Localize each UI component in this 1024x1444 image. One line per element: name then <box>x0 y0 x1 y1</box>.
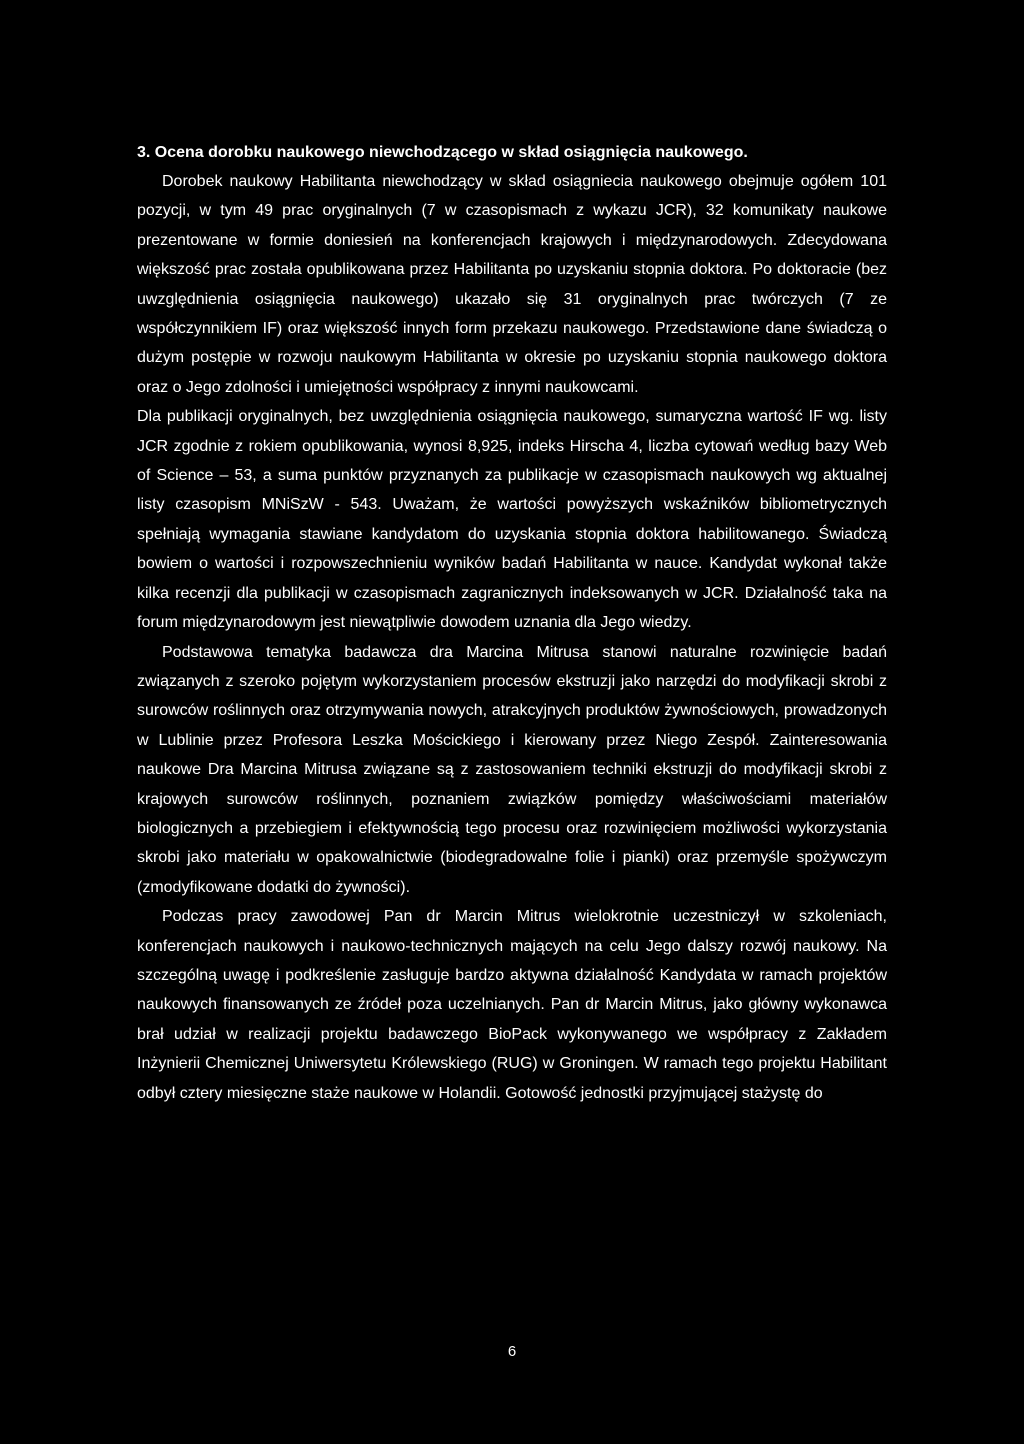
paragraph-scientific-output: Dorobek naukowy Habilitanta niewchodzący w skład osiągniecia naukowego obejmuje ogółem 101 pozycji, w tym 49 prac oryginalnych (7 w czasopismach z wykazu JCR), 32 komunikaty naukowe prezentowane w formie doniesień na konferencjach krajowych i międzynarodowych. Zdecydowana większość prac została opublikowana przez Habilitanta po uzyskaniu stopnia doktora. Po doktoracie (bez uwzględnienia osiągnięcia naukowego) ukazało się 31 oryginalnych prac twórczych (7 ze współczynnikiem IF) oraz większość innych form przekazu naukowego. Przedstawione dane świadczą o dużym postępie w rozwoju naukowym Habilitanta w okresie po uzyskaniu stopnia naukowego doktora oraz o Jego zdolności i umiejętności współpracy z innymi naukowcami. <box>137 173 887 396</box>
section-heading: 3. Ocena dorobku naukowego niewchodzącego w skład osiągnięcia naukowego. <box>137 144 748 161</box>
paragraph-research-topics: Podstawowa tematyka badawcza dra Marcina Mitrusa stanowi naturalne rozwinięcie badań związanych z szeroko pojętym wykorzystaniem procesów ekstruzji jako narzędzi do modyfikacji skrobi z surowców roślinnych oraz otrzymywania nowych, atrakcyjnych produktów żywnościowych, prowadzonych w Lublinie przez Profesora Leszka Mościckiego i kierowany przez Niego Zespół. Zainteresowania naukowe Dra Marcina Mitrusa związane są z zastosowaniem techniki ekstruzji do modyfikacji skrobi z krajowych surowców roślinnych, poznaniem związków pomiędzy właściwościami materiałów biologicznych a przebiegiem i efektywnością tego procesu oraz rozwinięciem możliwości wykorzystania skrobi jako materiału w opakowalnictwie (biodegradowalne folie i pianki) oraz przemyśle spożywczym (zmodyfikowane dodatki do żywności). <box>137 643 887 896</box>
document-body <box>137 139 887 1108</box>
paragraph-professional-activity: Podczas pracy zawodowej Pan dr Marcin Mitrus wielokrotnie uczestniczył w szkoleniach, konferencjach naukowych i naukowo-technicznych mających na celu Jego dalszy rozwój naukowy. Na szczególną uwagę i podkreślenie zasługuje bardzo aktywna działalność Kandydata w ramach projektów naukowych finansowanych ze źródeł poza uczelnianych. Pan dr Marcin Mitrus, jako główny wykonawca brał udział w realizacji projektu badawczego BioPack wykonywanego we współpracy z Zakładem Inżynierii Chemicznej Uniwersytetu Królewskiego (RUG) w Groningen. W ramach tego projektu Habilitant odbył cztery miesięczne staże naukowe w Holandii. Gotowość jednostki przyjmującej stażystę do <box>137 908 887 1102</box>
page-number: 6 <box>507 1343 517 1360</box>
paragraph-bibliometrics: Dla publikacji oryginalnych, bez uwzględnienia osiągnięcia naukowego, sumaryczna wartość IF wg. listy JCR zgodnie z rokiem opublikowania, wynosi 8,925, indeks Hirscha 4, liczba cytowań według bazy Web of Science – 53, a suma punktów przyznanych za publikacje w czasopismach naukowych wg aktualnej listy czasopism MNiSzW - 543. Uważam, że wartości powyższych wskaźników bibliometrycznych spełniają wymagania stawiane kandydatom do uzyskania stopnia doktora habilitowanego. Świadczą bowiem o wartości i rozpowszechnieniu wyników badań Habilitanta w nauce. Kandydat wykonał także kilka recenzji dla publikacji w czasopismach zagranicznych indeksowanych w JCR. Działalność taka na forum międzynarodowym jest niewątpliwie dowodem uznania dla Jego wiedzy. <box>137 408 887 632</box>
